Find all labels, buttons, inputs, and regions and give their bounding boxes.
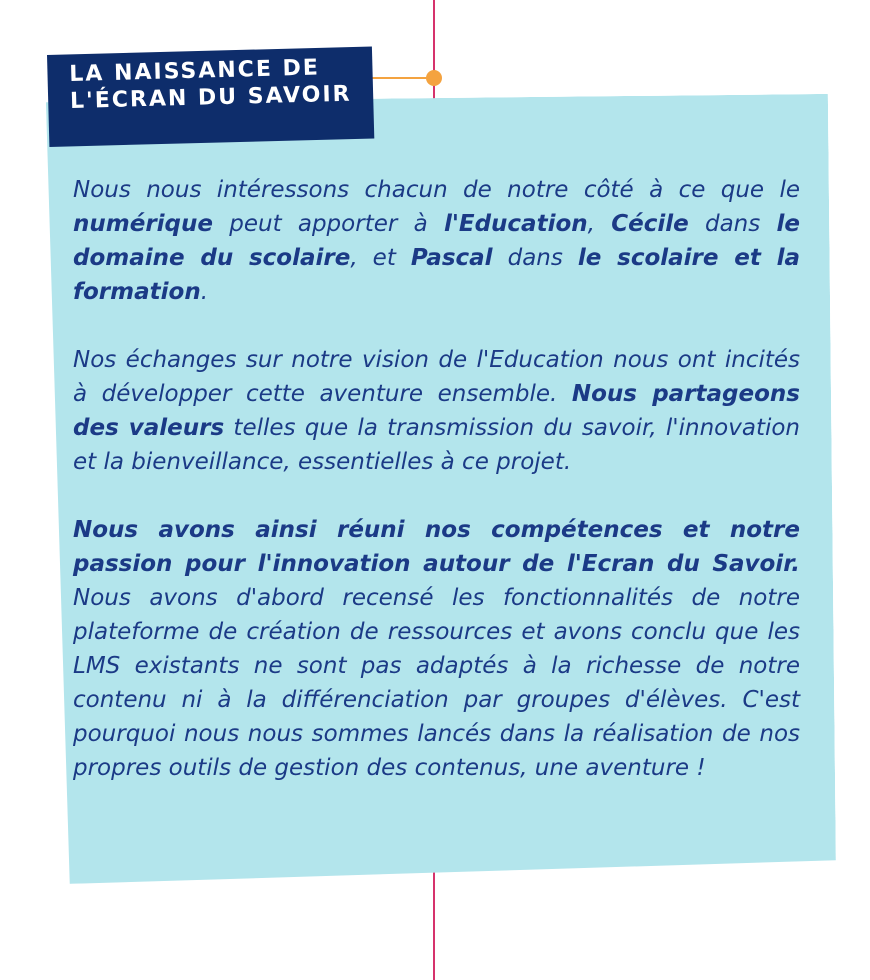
bold-text-segment: Nous partageons des valeurs xyxy=(73,381,800,441)
timeline-connector xyxy=(372,77,434,79)
bold-text-segment: l'Education xyxy=(443,211,588,237)
timeline-line-bottom xyxy=(433,860,435,980)
bold-text-segment: le domaine du scolaire xyxy=(73,211,800,271)
bold-text-segment: Nous avons ainsi réuni nos compétences et notre passion pour l'innovation autour de l'Ecran du Savoir. xyxy=(73,517,800,577)
bold-text-segment: Cécile xyxy=(611,211,689,237)
bold-text-segment: Pascal xyxy=(410,245,493,271)
paragraph xyxy=(73,173,800,309)
bold-text-segment: numérique xyxy=(73,211,213,237)
bold-text-segment: le scolaire et la formation xyxy=(73,245,800,305)
paragraph xyxy=(73,343,800,479)
text-segment: peut apporter à xyxy=(212,211,444,237)
paragraph xyxy=(73,513,800,785)
section-title: LA NAISSANCE DE L'ÉCRAN DU SAVOIR xyxy=(69,55,352,114)
timeline-dot-icon xyxy=(426,70,442,86)
text-segment: dans xyxy=(492,245,578,271)
text-segment: Nous nous intéressons chacun de notre côté à ce que le xyxy=(73,177,800,203)
text-segment: , et xyxy=(350,245,411,271)
text-segment: telles que la transmission du savoir, l'innovation et la bienveillance, essentielles à ce projet. xyxy=(73,415,800,475)
text-segment: Nos échanges sur notre vision de l'Education nous ont incités à développer cette aventure ensemble. xyxy=(73,347,800,407)
text-segment: dans xyxy=(688,211,777,237)
text-segment: . xyxy=(200,279,209,305)
text-segment: Nous avons d'abord recensé les fonctionnalités de notre plateforme de création de ressources et avons conclu que les LMS existants ne sont pas adaptés à la richesse de notre contenu ni à la différenciation par groupes d'élèves. C'est pourquoi nous nous sommes lancés dans la réalisation de nos propres outils de gestion des contenus, une aventure ! xyxy=(73,585,800,781)
content-body xyxy=(73,173,800,785)
text-segment: , xyxy=(587,211,612,237)
